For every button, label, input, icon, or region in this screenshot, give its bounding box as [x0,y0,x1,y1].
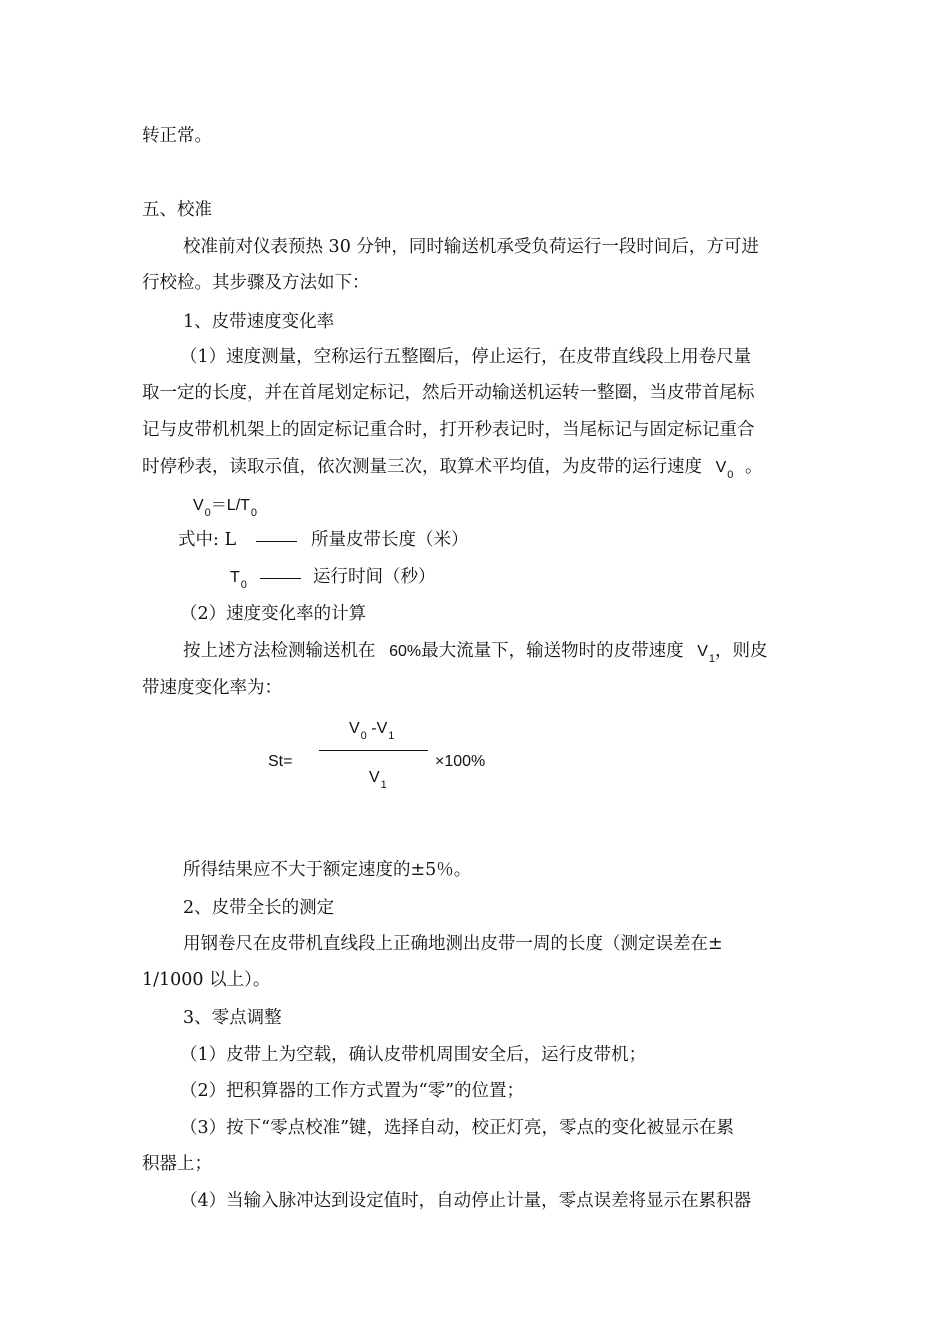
speed-v1-symbol: V [697,643,708,660]
where-l-dash [256,541,297,542]
item-1-heading: 1、皮带速度变化率 [183,312,335,332]
speed-v1 [697,643,715,665]
speed-v0 [715,459,734,481]
formula-t-subscript: 0 [250,507,258,519]
speed-v-subscript: 0 [727,469,734,481]
flow-percent: 60% [389,643,422,660]
formula-st-factor: ×100% [435,753,486,770]
item-3-4-line-1: （4）当输入脉冲达到设定值时，自动停止计量，零点误差将显示在累积器 [180,1191,752,1211]
formula-st-lhs: St= [268,753,293,770]
where-t-description: 运行时间（秒） [313,567,436,587]
numerator-v0: V [349,720,360,737]
item-1-2-heading: （2）速度变化率的计算 [180,604,367,624]
intro-line-2: 行校检。其步骤及方法如下： [142,273,370,293]
formula-v: V [193,497,204,514]
formula-st-numerator [349,717,394,742]
where-t-subscript: 0 [240,579,247,591]
item-1-1-line-1: （1）速度测量，空称运行五整圈后，停止运行，在皮带直线段上用卷尺量 [180,347,752,367]
fraction-bar [319,750,428,751]
where-t-dash [260,578,301,579]
item-1-1-line-4-end: 。 [744,457,763,477]
item-3-heading: 3、零点调整 [183,1008,282,1028]
item-1-1-line-3: 记与皮带机机架上的固定标记重合时，打开秒表记时，当尾标记与固定标记重合 [142,420,755,440]
item-1-2-line-2: 带速度变化率为： [142,678,282,698]
item-1-2-line-1 [183,639,767,665]
intro-line-1: 校准前对仪表预热 30 分钟，同时输送机承受负荷运行一段时间后，方可进 [183,237,759,257]
paragraph-continuation: 转正常。 [142,126,212,146]
formula-st-denominator [369,766,387,791]
item-3-3-line-2: 积器上； [142,1154,212,1174]
speed-v-symbol: V [715,459,727,476]
section-heading: 五、校准 [142,200,212,220]
where-t [230,566,247,591]
where-t-symbol: T [230,569,240,586]
item-3-2: （2）把积算器的工作方式置为“零”的位置； [180,1081,525,1101]
denominator-subscript: 1 [380,779,387,791]
item-1-2-line-1-text-b: 最大流量下，输送物时的皮带速度 [421,641,684,661]
item-1-1-line-4-text: 时停秒表，读取示值，依次测量三次，取算术平均值，为皮带的运行速度 [142,457,702,477]
item-3-3-line-1: （3）按下“零点校准”键，选择自动，校正灯亮，零点的变化被显示在累 [180,1118,735,1138]
where-prefix: 式中: L [178,530,237,550]
result-line: 所得结果应不大于额定速度的±5％。 [183,860,472,880]
where-l-description: 所量皮带长度（米） [311,530,469,550]
item-1-1-line-4 [142,455,762,481]
formula-speed [193,494,257,519]
item-2-line-2: 1/1000 以上）。 [142,970,271,990]
formula-eq: ＝L/T [210,497,250,514]
item-3-1: （1）皮带上为空载，确认皮带机周围安全后，运行皮带机； [180,1045,647,1065]
formula-v-subscript: 0 [204,507,211,519]
item-2-line-1: 用钢卷尺在皮带机直线段上正确地测出皮带一周的长度（测定误差在± [183,934,723,954]
denominator-v: V [369,769,380,786]
numerator-v0-subscript: 0 [360,730,367,742]
item-1-2-line-1-text-c: ，则皮 [714,641,768,661]
speed-v1-subscript: 1 [708,653,715,665]
numerator-minus-v: -V [366,720,388,737]
item-2-heading: 2、皮带全长的测定 [183,898,335,918]
numerator-v1-subscript: 1 [388,730,395,742]
item-1-1-line-2: 取一定的长度，并在首尾划定标记，然后开动输送机运转一整圈，当皮带首尾标 [142,383,755,403]
item-1-2-line-1-text-a: 按上述方法检测输送机在 [183,641,376,661]
